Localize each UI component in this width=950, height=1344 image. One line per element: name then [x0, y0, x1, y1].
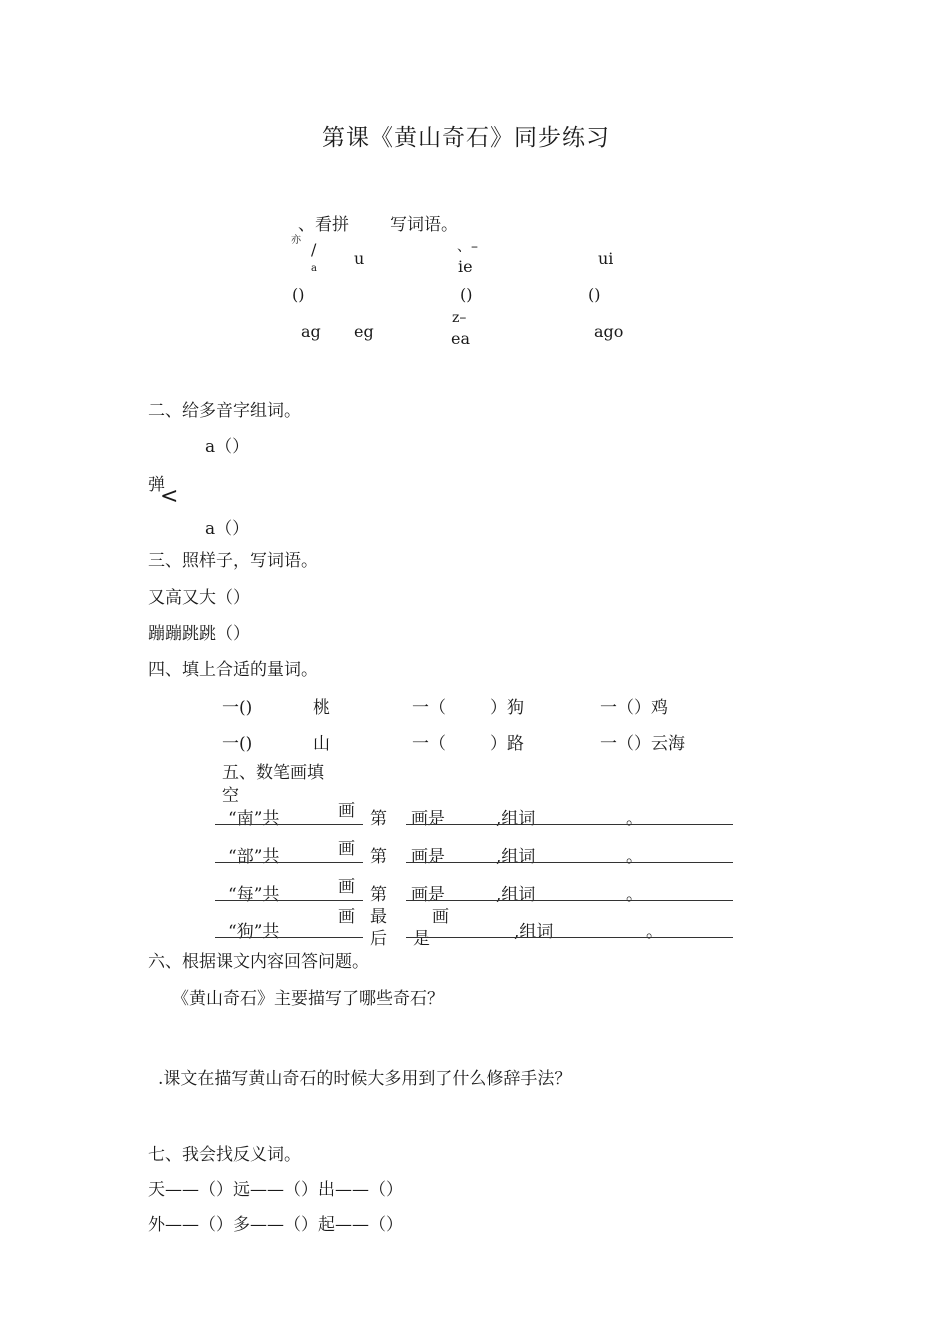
stroke-row-2-di: 第: [370, 847, 387, 867]
stroke-row-2-hua: 画: [338, 839, 355, 859]
brace-symbol: <: [160, 484, 179, 509]
stroke-row-2-line-a: [215, 862, 363, 863]
pinyin-ea-tone: z–: [452, 310, 467, 326]
stroke-row-1-hua: 画: [338, 801, 355, 821]
pinyin-ag: ag: [301, 322, 321, 341]
section3-heading: 三、照样子，写词语。: [148, 551, 318, 571]
stroke-row-3-huashi: 画是: [411, 885, 445, 905]
stroke-row-4-hua2: 画: [432, 907, 449, 927]
stroke-row-3-di: 第: [370, 885, 387, 905]
pinyin-ea-cut: ea: [451, 329, 471, 348]
stroke-row-1-huashi: 画是: [411, 809, 445, 829]
stroke-row-4-hou: 后: [370, 929, 387, 949]
stroke-row-3-zuci: ,组词: [496, 885, 536, 905]
measure-r1c2: 一（: [412, 698, 446, 718]
stroke-row-4-zuci: ,组词: [514, 922, 554, 942]
stroke-row-3-line-b: [406, 900, 733, 901]
pinyin-ie-tone: 、–: [457, 239, 478, 255]
pinyin-glyph-bottom: a: [311, 263, 317, 274]
stroke-row-4-line-b: [406, 937, 733, 938]
measure-r1c2-noun: ）狗: [490, 698, 524, 718]
section6-heading: 六、根据课文内容回答问题。: [148, 952, 369, 972]
polyphone-line-1: a（）: [205, 437, 250, 457]
section1-heading-part2: 写词语。: [390, 215, 458, 235]
section5-heading-cut: 空: [222, 786, 239, 806]
section2-heading: 二、给多音字组词。: [148, 401, 301, 421]
section5-heading: 五、数笔画填: [222, 763, 324, 783]
measure-r2c2: 一（: [412, 734, 446, 754]
pattern-item-2: 蹦蹦跳跳（）: [148, 624, 250, 644]
pattern-item-1: 又高又大（）: [148, 588, 250, 608]
polyphone-line-2: a（）: [205, 519, 250, 539]
answer-blank-1[interactable]: (): [292, 285, 305, 304]
stroke-row-2-end: 。: [626, 847, 643, 867]
measure-r1c1: 一(): [222, 698, 253, 718]
stroke-row-3-line-a: [215, 900, 363, 901]
pinyin-eg: eg: [354, 322, 374, 341]
section7-heading: 七、我会找反义词。: [148, 1145, 301, 1165]
stroke-row-1-di: 第: [370, 809, 387, 829]
measure-r1c1-noun: 桃: [313, 698, 330, 718]
measure-r2c3: 一（）云海: [600, 734, 685, 754]
antonym-row-2: 外——（）多——（）起——（）: [148, 1215, 403, 1235]
page-title: 第课《黄山奇石》同步练习: [322, 125, 610, 151]
stroke-row-3-end: 。: [626, 885, 643, 905]
section4-heading: 四、填上合适的量词。: [148, 660, 318, 680]
pinyin-tone-mark: /: [311, 240, 317, 259]
question-1: 《黄山奇石》主要描写了哪些奇石？: [172, 989, 444, 1009]
answer-blank-2[interactable]: (): [460, 285, 473, 304]
measure-r2c1-noun: 山: [313, 734, 330, 754]
stroke-row-1-line-a: [215, 824, 363, 825]
stroke-row-3-char: “每”共: [228, 885, 280, 905]
pinyin-u: u: [354, 249, 365, 268]
stroke-row-4-shi: 是: [413, 929, 430, 949]
stroke-row-2-char: “部”共: [228, 847, 280, 867]
stroke-row-4-hua: 画: [338, 907, 355, 927]
measure-r2c2-noun: ）路: [490, 734, 524, 754]
stroke-row-4-line-a: [215, 937, 363, 938]
stroke-row-1-line-b: [406, 824, 733, 825]
stroke-row-1-zuci: ,组词: [496, 809, 536, 829]
stroke-row-4-zui: 最: [370, 907, 387, 927]
stroke-row-4-char: “狗”共: [228, 922, 280, 942]
stroke-row-2-line-b: [406, 862, 733, 863]
measure-r2c1: 一(): [222, 734, 253, 754]
section1-heading: 、看拼: [298, 215, 349, 235]
pinyin-ie: ie: [458, 257, 473, 276]
stroke-row-1-char: “南”共: [228, 809, 280, 829]
stroke-row-2-huashi: 画是: [411, 847, 445, 867]
measure-r1c3: 一（）鸡: [600, 698, 668, 718]
pinyin-ui: ui: [598, 249, 614, 268]
pinyin-glyph-top: 亦: [291, 235, 301, 246]
answer-blank-3[interactable]: (): [588, 285, 601, 304]
question-2: .课文在描写黄山奇石的时候大多用到了什么修辞手法？: [158, 1069, 572, 1089]
stroke-row-3-hua: 画: [338, 877, 355, 897]
stroke-row-1-end: 。: [626, 809, 643, 829]
antonym-row-1: 天——（）远——（）出——（）: [148, 1180, 403, 1200]
pinyin-ago: ago: [594, 322, 624, 341]
stroke-row-4-end: 。: [646, 922, 663, 942]
polyphone-char: 弹: [148, 475, 165, 495]
stroke-row-2-zuci: ,组词: [496, 847, 536, 867]
